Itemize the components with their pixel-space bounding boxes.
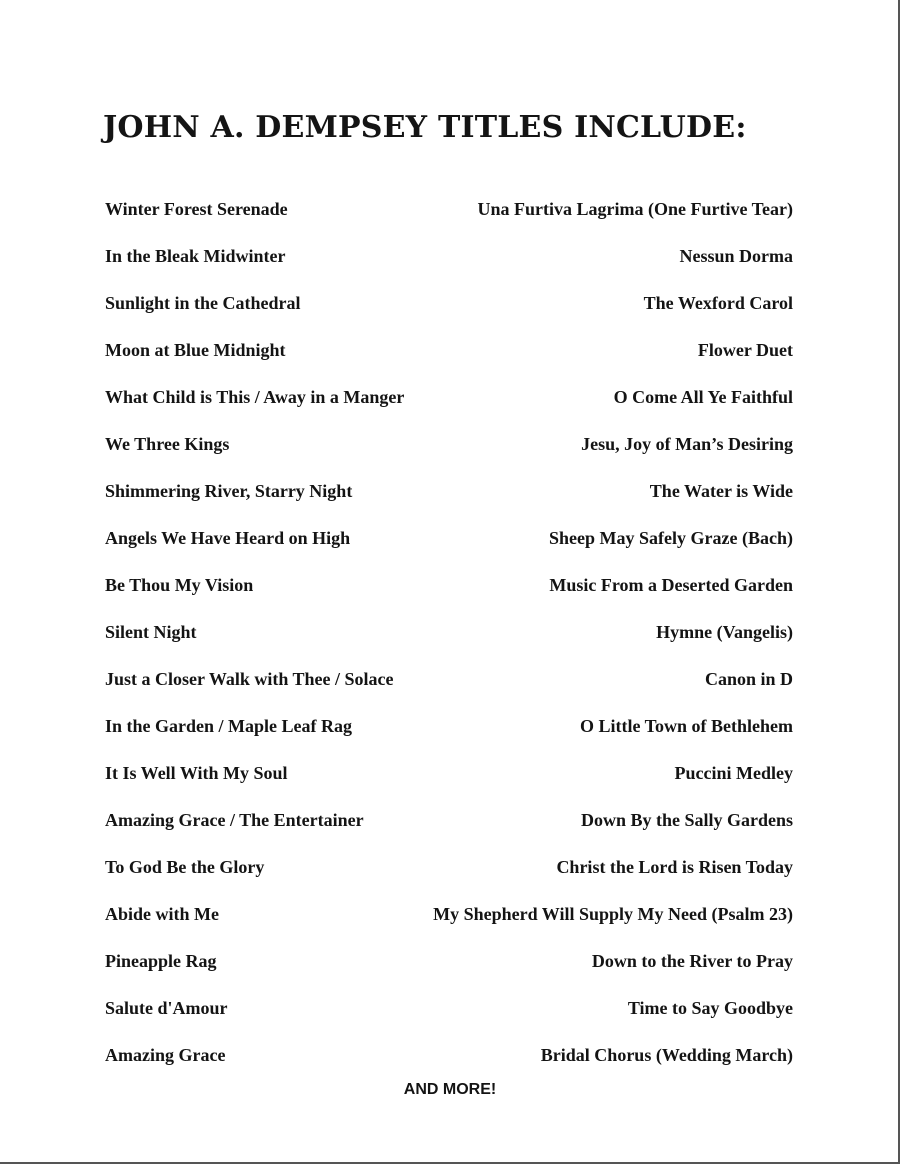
title-right: Hymne (Vangelis) — [656, 622, 793, 642]
title-row — [105, 468, 793, 515]
title-row — [105, 327, 793, 374]
title-row — [105, 703, 793, 750]
title-right: Bridal Chorus (Wedding March) — [540, 1045, 793, 1065]
title-row — [105, 891, 793, 938]
title-row — [105, 280, 793, 327]
title-right: Puccini Medley — [674, 763, 793, 783]
title-left: Pineapple Rag — [105, 951, 217, 971]
title-left: To God Be the Glory — [105, 857, 265, 877]
title-right: Christ the Lord is Risen Today — [556, 857, 793, 877]
title-left: Just a Closer Walk with Thee / Solace — [105, 669, 394, 689]
title-right: Music From a Deserted Garden — [549, 575, 793, 595]
title-row — [105, 186, 793, 233]
title-row — [105, 750, 793, 797]
title-row — [105, 1032, 793, 1079]
title-left: Salute d'Amour — [105, 998, 228, 1018]
page-heading: JOHN A. DEMPSEY TITLES INCLUDE: — [103, 110, 747, 145]
title-row — [105, 938, 793, 985]
title-left: Moon at Blue Midnight — [105, 340, 286, 360]
title-left: In the Bleak Midwinter — [105, 246, 286, 266]
title-left: It Is Well With My Soul — [105, 763, 288, 783]
title-row — [105, 233, 793, 280]
title-row — [105, 515, 793, 562]
title-left: In the Garden / Maple Leaf Rag — [105, 716, 352, 736]
title-right: Time to Say Goodbye — [627, 998, 793, 1018]
title-left: Be Thou My Vision — [105, 575, 254, 595]
title-left: Angels We Have Heard on High — [105, 528, 351, 548]
title-right: My Shepherd Will Supply My Need (Psalm 23) — [433, 904, 793, 924]
title-left: Shimmering River, Starry Night — [105, 481, 353, 501]
titles-list — [105, 186, 793, 1079]
and-more-footer: AND MORE! — [403, 1081, 497, 1098]
title-row — [105, 797, 793, 844]
title-row — [105, 656, 793, 703]
title-right: The Water is Wide — [649, 481, 793, 501]
title-left: Abide with Me — [105, 904, 219, 924]
title-left: Amazing Grace — [105, 1045, 226, 1065]
title-left: What Child is This / Away in a Manger — [105, 387, 405, 407]
title-left: Sunlight in the Cathedral — [105, 293, 301, 313]
title-right: Jesu, Joy of Man’s Desiring — [581, 434, 793, 454]
title-row — [105, 985, 793, 1032]
title-right: O Come All Ye Faithful — [613, 387, 793, 407]
title-row — [105, 421, 793, 468]
title-right: Flower Duet — [697, 340, 793, 360]
title-row — [105, 609, 793, 656]
title-row — [105, 374, 793, 421]
title-right: The Wexford Carol — [643, 293, 793, 313]
title-right: Nessun Dorma — [679, 246, 793, 266]
title-right: Down to the River to Pray — [591, 951, 793, 971]
title-right: O Little Town of Bethlehem — [579, 716, 793, 736]
title-left: Winter Forest Serenade — [105, 199, 288, 219]
title-right: Down By the Sally Gardens — [580, 810, 793, 830]
title-row — [105, 562, 793, 609]
title-right: Una Furtiva Lagrima (One Furtive Tear) — [477, 199, 793, 219]
title-right: Canon in D — [704, 669, 793, 689]
title-left: We Three Kings — [105, 434, 230, 454]
title-left: Amazing Grace / The Entertainer — [105, 810, 364, 830]
title-left: Silent Night — [105, 622, 197, 642]
title-right: Sheep May Safely Graze (Bach) — [549, 528, 793, 548]
title-row — [105, 844, 793, 891]
